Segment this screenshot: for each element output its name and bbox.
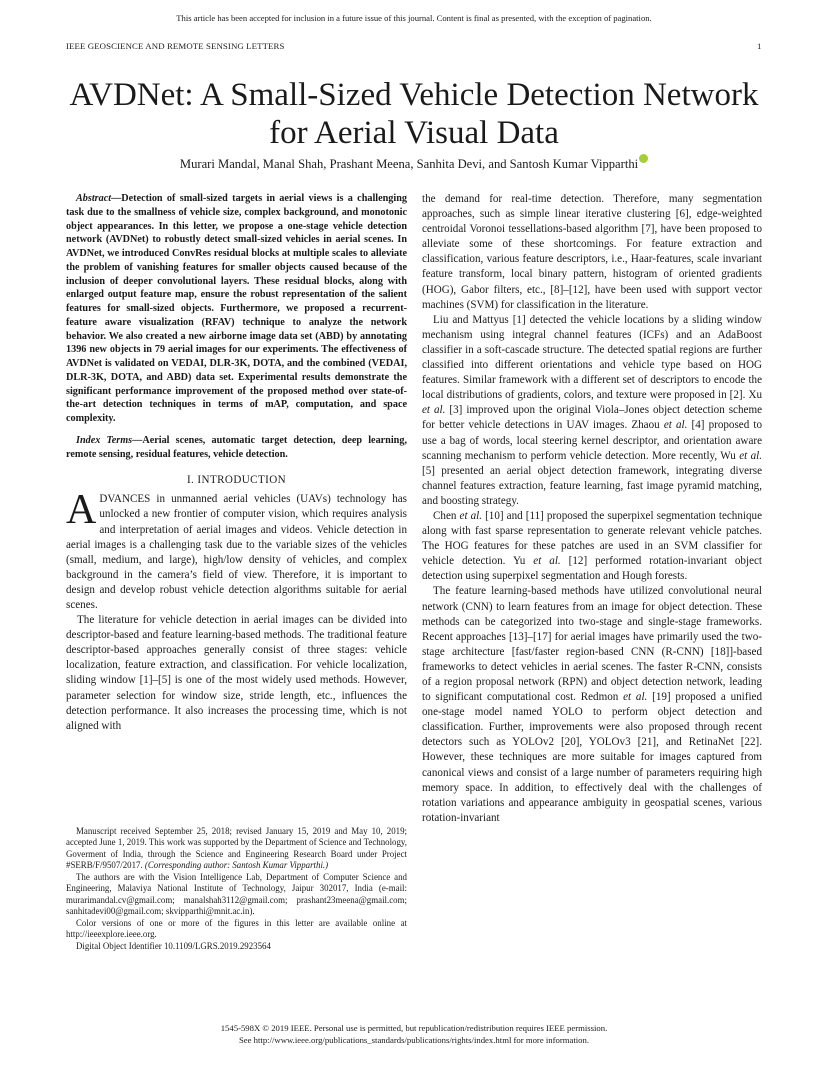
acceptance-note: This article has been accepted for inclusion in a future issue of this journal. Content is final as presented, with the exception of pagination. — [176, 13, 652, 23]
journal-running-head: IEEE GEOSCIENCE AND REMOTE SENSING LETTERS — [66, 41, 285, 51]
p3-etal-1: et al. — [459, 509, 483, 522]
corresponding-author: (Corresponding author: Santosh Kumar Vipparthi.) — [144, 860, 329, 871]
right-paragraph-4 — [422, 584, 762, 826]
intro-paragraph-2: The literature for vehicle detection in aerial images can be divided into descriptor-based and feature learning-based methods. The traditional feature descriptor-based approaches generally consist of three stages: vehicle localization, feature extraction, and classification. For vehicle localization, sliding window [1]–[5] is one of the most widely used methods. However, parameter selection for window size, stride length, etc., influences the detection performance. It also increases the processing time, which is not aligned with — [66, 614, 407, 732]
p2-etal-2: et al. — [663, 419, 688, 432]
right-column — [422, 192, 762, 826]
paper-title — [40, 76, 788, 152]
footnote-affiliation: The authors are with the Vision Intelligence Lab, Department of Computer Science and Engineering, Malaviya National Institute of Technology, Jaipur 302017, India (e-mail: murarimandal.cv@gmail.com; manalshah3112@gmail.com; prashant23meena@gmail.com; sanhitadevi00@gmail.com; skvipparthi@mnit.ac.in). — [66, 871, 407, 917]
manuscript-text: Manuscript received September 25, 2018; revised January 15, 2019 and May 10, 2019; accepted June 1, 2019. This work was supported by the Department of Science and Technology, Goverment of India, through the Science and Engineering Research Board under Project #SERB/F/9507/2017. — [66, 826, 407, 871]
p2-text-b: [3] improved upon the original Viola–Jones object detection scheme for better vehicle detections in UAV images. Zhaou — [422, 404, 763, 432]
p3-text-b: [10] and [11] proposed the superpixel segmentation technique along with fast sparse representation to generate relevant vehicle patches. The HOG features for these patches are used in an SVM classifier for vehicle detection. Yu — [422, 509, 762, 568]
section-heading-introduction — [66, 473, 407, 488]
copyright-footer — [0, 1022, 828, 1046]
p3-text-a: Chen — [433, 509, 460, 522]
title-line-2: for Aerial Visual Data — [269, 115, 559, 151]
right-paragraph-1: the demand for real-time detection. Therefore, many segmentation approaches, such as simple linear iterative clustering [6], edge-weighted centroidal Voronoi tessellations-based algorithm [7], have been proposed to alleviate some of these shortcomings. For feature extraction and classification, various feature descriptors, i.e., Haar-features, scale invariant feature transform, local binary pattern, histogram of oriented gradients (HOG), Gabor filters, etc., [8]–[12], have been used with support vector machines (SVM) for classification in the literature. — [422, 193, 762, 311]
p2-etal-3: et al. — [739, 449, 763, 462]
index-terms — [66, 434, 407, 462]
section-title-rest: NTRODUCTION — [201, 474, 287, 487]
abstract — [66, 192, 407, 426]
author-names: Murari Mandal, Manal Shah, Prashant Meena, Sanhita Devi, and Santosh Kumar Vipparthi — [179, 157, 639, 171]
p3-etal-2: et al. — [533, 555, 561, 568]
section-title-initial: I — [197, 474, 202, 487]
p3-text-c: [12] performed rotation-invariant object detection using superpixel segmentation and Hough forests. — [422, 555, 762, 583]
p4-text-a: The feature learning-based methods have utilized convolutional neural network (CNN) to learn features from an image for object detection. These methods can be categorized into two-stage and single-stage frameworks. Recent approaches [13]–[17] for aerial images have primarily used the two-stage architecture [fast/faster region-based CNN (R-CNN) [18]]-based frameworks to detect vehicles in aerial scenes. The faster R-CNN, consists of a region proposal network (RPN) and object detection network, leading to significant computational cost. Redmon — [422, 585, 762, 704]
copyright-line-1: 1545-598X © 2019 IEEE. Personal use is permitted, but republication/redistribution requires IEEE permission. — [220, 1023, 608, 1033]
p2-text-c: [4] proposed to use a bag of words, local steering kernel descriptor, and orientation aware scanning mechanism to perform vehicle detection. More recently, Wu — [422, 419, 763, 462]
footnotes — [66, 826, 407, 952]
footnote-doi: Digital Object Identifier 10.1109/LGRS.2019.2923564 — [76, 940, 271, 951]
p2-text-d: [5] presented an aerial object detection framework, integrating diverse channel features extraction, feature learning, fast image pyramid matching, and boosting strategy. — [422, 464, 762, 507]
p4-etal-1: et al. — [623, 691, 648, 704]
footnote-manuscript — [66, 826, 407, 872]
p2-text-a: Liu and Mattyus [1] detected the vehicle locations by a sliding window mechanism using integral channel features (ICFs) and an AdaBoost classifier in a soft-cascade structure. The detected spatial regions are further classified into different orientations and vehicle type based on HOG features. Similar framework with a different set of descriptors to encode the local distributions of gradients, colors, and texture were proposed in [2]. Xu — [422, 313, 762, 402]
copyright-line-2: See http://www.ieee.org/publications_standards/publications/rights/index.html for more information. — [238, 1035, 590, 1045]
author-list — [40, 154, 788, 172]
index-terms-dash: — — [132, 434, 143, 446]
intro-first-word: DVANCES — [99, 493, 151, 506]
intro-p1-text: in unmanned aerial vehicles (UAVs) technology has unlocked a new frontier of computer vision, which requires analysis and interpretation of aerial images and videos. Vehicle detection in aerial images is a challenging task due to the variable sizes of the vehicles (small, medium, and large), high/low density of vehicles, and complex background in the camera’s field of view. Therefore, it is important to design and develop robust vehicle detection algorithms suitable for aerial scenes. — [66, 493, 407, 611]
index-terms-label: Index Terms — [76, 434, 133, 446]
drop-cap: A — [66, 487, 97, 534]
abstract-text: Detection of small-sized targets in aerial views is a challenging task due to the smallness of vehicle size, complex background, and monotonic object appearances. In this letter, we propose a one-stage vehicle detection network (AVDNet) to robustly detect small-sized vehicles in aerial scenes. In AVDNet, we introduced ConvRes residual blocks at multiple scales to alleviate the problem of vanishing features for smaller objects caused because of the inclusion of deeper convolutional layers. These residual blocks, along with enlarged output feature map, ensure the robust representation of the salient features for small-sized objects. Furthermore, we proposed a recurrent-feature aware visualization (RFAV) technique to analyze the network behavior. We also created a new airborne image data set (ABD) by annotating 1396 new objects in 79 aerial images for our experiments. The effectiveness of AVDNet is validated on VEDAI, DLR-3K, DOTA, and the combined (VEDAI, DLR-3K, DOTA, and ABD) data set. Experimental results demonstrate the significant performance improvement of the proposed method over state-of-the-art detection techniques in terms of mAP, computation, and space complexity. — [66, 193, 407, 424]
right-paragraph-3 — [422, 509, 762, 584]
intro-paragraph-1 — [66, 487, 407, 613]
section-number: I. — [186, 474, 195, 487]
footnote-color-versions: Color versions of one or more of the figures in this letter are available online at http://ieeexplore.ieee.org. — [66, 917, 407, 940]
p4-text-b: [19] proposed a unified one-stage model named YOLO to perform object detection and classification. Further, improvements were also proposed through recent detectors such as YOLOv2 [20], YOLOv3 [21], and RetinaNet [22]. However, these techniques are more suitable for images captured from canonical views and consist of a large number of parameters requiring high memory space. In addition, to effectively deal with the challenges of rotation variations and appearance ambiguity in geospatial scenes, various rotation-invariant — [422, 691, 762, 824]
index-terms-text: Aerial scenes, automatic target detection, deep learning, remote sensing, residual features, vehicle detection. — [66, 434, 407, 460]
abstract-dash: — — [111, 193, 122, 204]
p2-etal-1: et al. — [422, 404, 446, 417]
left-column — [66, 192, 407, 734]
page-number: 1 — [757, 41, 762, 51]
title-line-1: AVDNet: A Small-Sized Vehicle Detection Network — [69, 77, 759, 113]
orcid-icon[interactable] — [639, 154, 648, 163]
right-paragraph-2 — [422, 313, 762, 509]
abstract-label: Abstract — [76, 193, 112, 204]
